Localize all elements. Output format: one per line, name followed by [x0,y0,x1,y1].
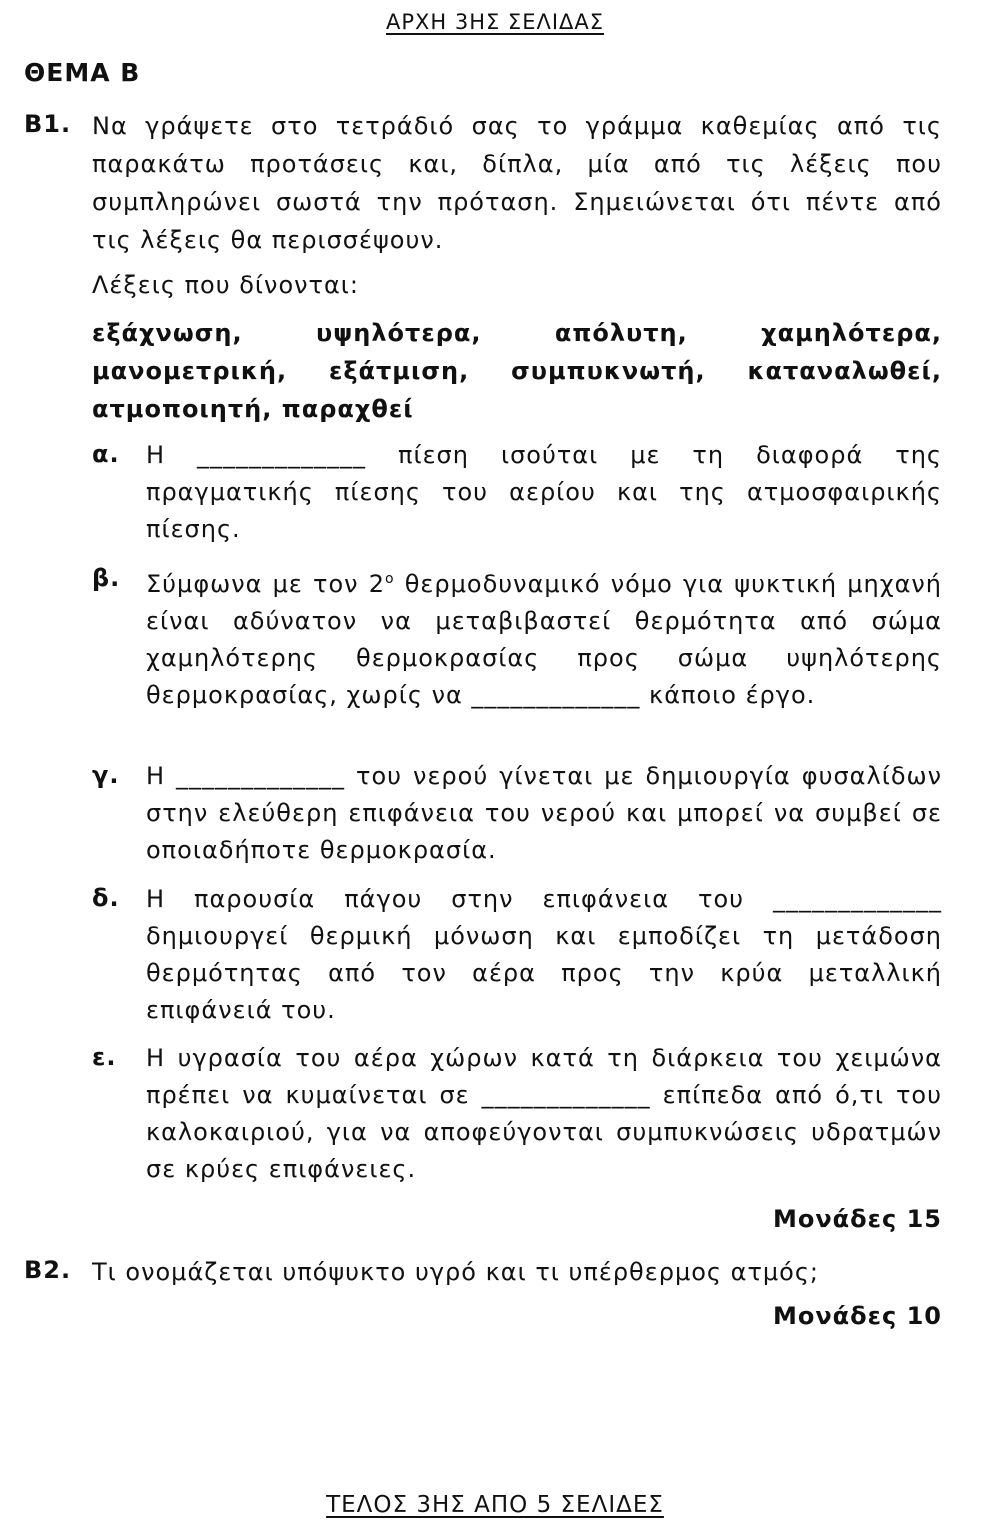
page-header: ΑΡΧΗ 3ΗΣ ΣΕΛΙΔΑΣ [385,10,605,34]
item-delta-letter: δ. [92,884,120,912]
item-gamma-text: Η _____________ του νερού γίνεται με δημιουργία φυσαλίδων στην ελεύθερη επιφάνεια του νερού και μπορεί να συμβεί σε οποιαδήποτε θερμοκρασία. [146,762,942,864]
item-beta-text [146,561,942,714]
item-alpha-letter: α. [92,440,120,468]
item-gamma-letter: γ. [92,761,120,789]
b1-marks: Μονάδες 15 [772,1205,942,1233]
question-b2-label: Β2. [24,1256,72,1284]
section-title: ΘΕΜΑ Β [24,58,141,87]
word-list: εξάχνωση, υψηλότερα, απόλυτη, χαμηλότερα, μανομετρική, εξάτμιση, συμπυκνωτή, καταναλωθεί, ατμοποιητή, παραχθεί [92,319,942,423]
item-beta-letter: β. [92,564,121,592]
item-beta-text-start: Σύμφωνα με τον 2 [146,570,386,598]
question-b1-label: Β1. [24,110,72,138]
item-beta-text-end: θερμοδυναμικό νόμο για ψυκτική μηχανή είναι αδύνατον να μεταβιβαστεί θερμότητα από σώμα χαμηλότερης θερμοκρασίας προς σώμα υψηλότερης θερμοκρασίας, χωρίς να _____________ κάποιο έργο. [146,570,943,709]
words-intro: Λέξεις που δίνονται: [92,271,360,299]
page-footer: ΤΕΛΟΣ 3ΗΣ ΑΠΟ 5 ΣΕΛΙΔΕΣ [326,1492,664,1518]
item-epsilon-letter: ε. [92,1043,117,1071]
question-b2-text: Τι ονομάζεται υπόψυκτο υγρό και τι υπέρθερμος ατμός; [92,1258,820,1286]
item-delta-text: Η παρουσία πάγου στην επιφάνεια του _____________ δημιουργεί θερμική μόνωση και εμποδίζει τη μετάδοση θερμότητας από τον αέρα προς την κρύα μεταλλική επιφάνειά του. [146,885,942,1024]
question-b1-instructions: Να γράψετε στο τετράδιό σας το γράμμα καθεμίας από τις παρακάτω προτάσεις και, δίπλα, μία από τις λέξεις που συμπληρώνει σωστά την πρόταση. Σημειώνεται ότι πέντε από τις λέξεις θα περισσέψουν. [92,112,942,254]
b2-marks: Μονάδες 10 [772,1302,942,1330]
item-alpha-text: Η _____________ πίεση ισούται με τη διαφορά της πραγματικής πίεσης του αερίου και της ατμοσφαιρικής πίεσης. [146,441,942,543]
ordinal-superscript: ο [385,571,395,587]
item-epsilon-text: Η υγρασία του αέρα χώρων κατά τη διάρκεια του χειμώνα πρέπει να κυμαίνεται σε _____________ επίπεδα από ό,τι του καλοκαιριού, για να αποφεύγονται συμπυκνώσεις υδρατμών σε κρύες επιφάνειες. [146,1044,942,1183]
